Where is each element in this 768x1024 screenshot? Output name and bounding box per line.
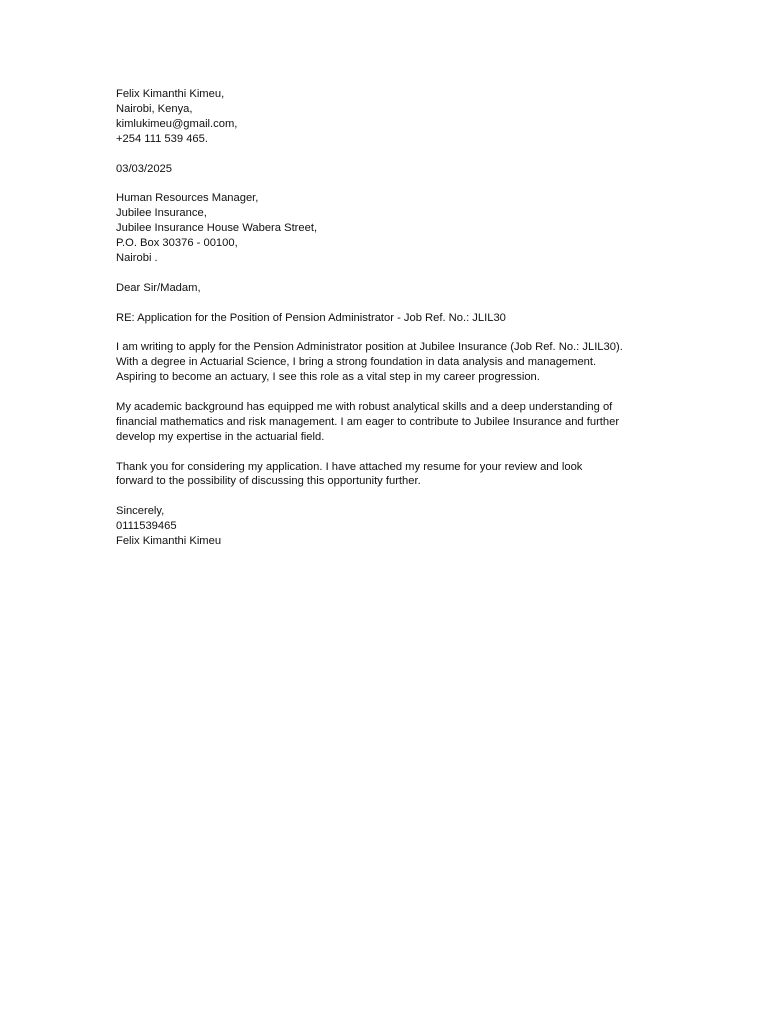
valediction: Sincerely, xyxy=(116,505,165,518)
paragraph-line: Thank you for considering my application. I have attached my resume for your review and look xyxy=(116,460,583,473)
sender-phone: +254 111 539 465. xyxy=(116,132,208,145)
paragraph-line: forward to the possibility of discussing this opportunity further. xyxy=(116,475,421,488)
recipient-company: Jubilee Insurance, xyxy=(116,207,207,220)
closing-block xyxy=(116,504,656,549)
sender-city: Nairobi, Kenya, xyxy=(116,102,193,115)
body-paragraph-2 xyxy=(116,400,656,445)
spacer xyxy=(116,296,656,311)
paragraph-line: financial mathematics and risk management. I am eager to contribute to Jubilee Insurance and further xyxy=(116,415,620,428)
recipient-building: Jubilee Insurance House Wabera Street, xyxy=(116,222,318,235)
subject-line: RE: Application for the Position of Pension Administrator - Job Ref. No.: JLIL30 xyxy=(116,311,506,324)
sender-email: kimlukimeu@gmail.com, xyxy=(116,117,238,130)
paragraph-line: My academic background has equipped me with robust analytical skills and a deep understanding of xyxy=(116,400,613,413)
paragraph-line: With a degree in Actuarial Science, I bring a strong foundation in data analysis and management. xyxy=(116,356,597,369)
paragraph-line: develop my expertise in the actuarial field. xyxy=(116,430,325,443)
spacer xyxy=(116,266,656,281)
sender-name: Felix Kimanthi Kimeu, xyxy=(116,88,225,100)
salutation: Dear Sir/Madam, xyxy=(116,281,201,294)
spacer xyxy=(116,445,656,460)
signature-phone: 0111539465 xyxy=(116,520,177,533)
paragraph-line: I am writing to apply for the Pension Administrator position at Jubilee Insurance (Job Ref. No.: JLIL30). xyxy=(116,341,623,354)
sender-address-block xyxy=(116,87,656,147)
spacer xyxy=(116,385,656,400)
spacer xyxy=(116,147,656,162)
recipient-po-box: P.O. Box 30376 - 00100, xyxy=(116,237,238,250)
paragraph-line: Aspiring to become an actuary, I see this role as a vital step in my career progression. xyxy=(116,371,540,384)
body-paragraph-1 xyxy=(116,340,656,385)
spacer xyxy=(116,325,656,340)
letter-body xyxy=(116,87,656,549)
recipient-title: Human Resources Manager, xyxy=(116,192,259,205)
signature-name: Felix Kimanthi Kimeu xyxy=(116,535,222,548)
letter-date: 03/03/2025 xyxy=(116,162,172,175)
spacer xyxy=(116,489,656,504)
recipient-city: Nairobi . xyxy=(116,251,158,264)
spacer xyxy=(116,176,656,191)
recipient-address-block xyxy=(116,191,656,266)
body-paragraph-3 xyxy=(116,460,656,490)
